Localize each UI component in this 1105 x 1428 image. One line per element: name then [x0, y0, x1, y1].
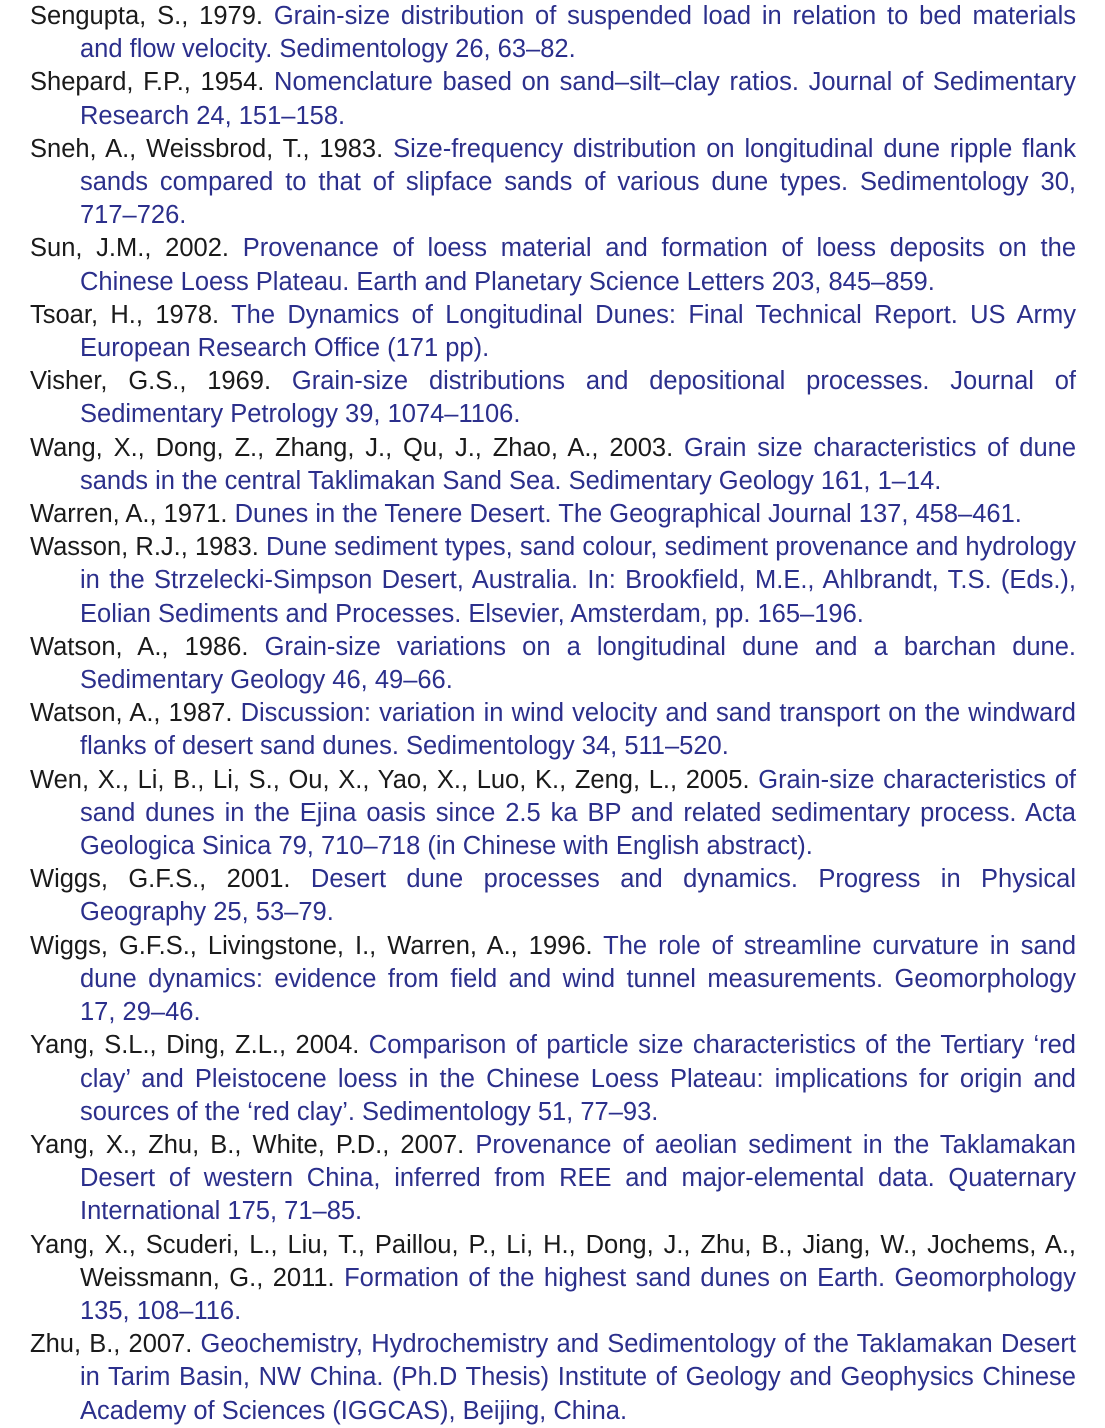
reference-title-link[interactable]: Size-frequency distribution on longitudinal dune ripple flank sands compared to that of slipface sands of various dune types. Sedimentology 30, 717–726.: [80, 134, 1077, 230]
reference-entry: [30, 232, 1076, 298]
reference-authors: Zhu, B., 2007.: [30, 1330, 193, 1359]
reference-entry: [30, 697, 1076, 763]
reference-authors: Wasson, R.J., 1983.: [30, 533, 259, 562]
reference-entry: [30, 631, 1076, 697]
reference-title-link[interactable]: Grain-size distributions and depositional processes. Journal of Sedimentary Petrology 39, 1074–1106.: [80, 367, 1077, 429]
reference-entry: [30, 1029, 1076, 1129]
reference-entry: [30, 66, 1076, 132]
reference-title-link[interactable]: The Dynamics of Longitudinal Dunes: Final Technical Report. US Army European Research Office (171 pp).: [80, 300, 1076, 363]
reference-title-link[interactable]: Discussion: variation in wind velocity and sand transport on the windward flanks of desert sand dunes. Sedimentology 34, 511–520.: [80, 699, 1076, 761]
reference-authors: Sneh, A., Weissbrod, T., 1983.: [30, 134, 384, 163]
reference-entry: [30, 365, 1076, 431]
reference-entry: [30, 299, 1076, 365]
reference-entry: [30, 531, 1076, 631]
reference-authors: Yang, X., Scuderi, L., Liu, T., Paillou, P., Li, H., Dong, J., Zhu, B., Jiang, W., Jochems, A., Weissmann, G., 2011.: [30, 1230, 1076, 1292]
reference-authors: Wen, X., Li, B., Li, S., Ou, X., Yao, X., Luo, K., Zeng, L., 2005.: [30, 765, 750, 794]
reference-title-link[interactable]: Grain-size variations on a longitudinal dune and a barchan dune. Sedimentary Geology 46, 49–66.: [80, 632, 1077, 695]
reference-entry: [30, 1229, 1076, 1329]
reference-authors: Watson, A., 1987.: [30, 699, 233, 728]
reference-authors: Wiggs, G.F.S., Livingstone, I., Warren, A., 1996.: [30, 931, 593, 960]
reference-entry: [30, 1129, 1076, 1229]
reference-entry: [30, 930, 1076, 1030]
reference-authors: Wiggs, G.F.S., 2001.: [30, 865, 291, 894]
reference-entry: [30, 0, 1076, 66]
reference-title-link[interactable]: Geochemistry, Hydrochemistry and Sedimentology of the Taklamakan Desert in Tarim Basin, NW China. (Ph.D Thesis) Institute of Geology and Geophysics Chinese Academy of Sciences (IGGCAS), Beijing, China.: [80, 1330, 1076, 1425]
reference-entry: [30, 764, 1076, 864]
reference-title-link[interactable]: Dune sediment types, sand colour, sediment provenance and hydrology in the Strzelecki-Simpson Desert, Australia. In: Brookfield, M.E., Ahlbrandt, T.S. (Eds.), Eolian Sediments and Processes. Elsevier, Amsterdam, pp. 165–196.: [80, 533, 1076, 628]
reference-authors: Shepard, F.P., 1954.: [30, 68, 265, 97]
reference-authors: Sengupta, S., 1979.: [30, 2, 263, 30]
reference-title-link[interactable]: Grain-size distribution of suspended load in relation to bed materials and flow velocity. Sedimentology 26, 63–82.: [80, 2, 1076, 64]
reference-title-link[interactable]: Provenance of aeolian sediment in the Taklamakan Desert of western China, inferred from REE and major-elemental data. Quaternary International 175, 71–85.: [80, 1130, 1076, 1226]
reference-title-link[interactable]: Dunes in the Tenere Desert. The Geographical Journal 137, 458–461.: [234, 500, 1022, 529]
reference-entry: [30, 498, 1076, 531]
reference-authors: Tsoar, H., 1978.: [30, 300, 220, 329]
reference-title-link[interactable]: Nomenclature based on sand–silt–clay ratios. Journal of Sedimentary Research 24, 151–158.: [80, 68, 1076, 130]
reference-authors: Watson, A., 1986.: [30, 632, 249, 661]
reference-entry: [30, 1328, 1076, 1428]
reference-title-link[interactable]: Grain size characteristics of dune sands in the central Taklimakan Sand Sea. Sedimentary Geology 161, 1–14.: [80, 433, 1077, 495]
reference-list: [30, 0, 1076, 1428]
reference-authors: Yang, X., Zhu, B., White, P.D., 2007.: [30, 1130, 465, 1159]
reference-authors: Yang, S.L., Ding, Z.L., 2004.: [30, 1031, 360, 1060]
reference-authors: Visher, G.S., 1969.: [30, 367, 272, 396]
reference-entry: [30, 133, 1076, 233]
reference-authors: Warren, A., 1971.: [30, 500, 228, 529]
reference-authors: Wang, X., Dong, Z., Zhang, J., Qu, J., Zhao, A., 2003.: [30, 433, 674, 462]
reference-entry: [30, 432, 1076, 498]
reference-title-link[interactable]: Desert dune processes and dynamics. Progress in Physical Geography 25, 53–79.: [80, 865, 1076, 927]
reference-authors: Sun, J.M., 2002.: [30, 234, 229, 263]
reference-entry: [30, 863, 1076, 929]
reference-title-link[interactable]: The role of streamline curvature in sand dune dynamics: evidence from field and wind tunnel measurements. Geomorphology 17, 29–46.: [80, 931, 1077, 1027]
reference-title-link[interactable]: Comparison of particle size characteristics of the Tertiary ‘red clay’ and Pleistocene loess in the Chinese Loess Plateau: implications for origin and sources of the ‘red clay’. Sedimentology 51, 77–93.: [80, 1031, 1076, 1126]
reference-title-link[interactable]: Formation of the highest sand dunes on Earth. Geomorphology 135, 108–116.: [80, 1263, 1076, 1325]
reference-title-link[interactable]: Provenance of loess material and formation of loess deposits on the Chinese Loess Plateau. Earth and Planetary Science Letters 203, 845–859.: [80, 234, 1077, 296]
reference-title-link[interactable]: Grain-size characteristics of sand dunes in the Ejina oasis since 2.5 ka BP and related sedimentary process. Acta Geologica Sinica 79, 710–718 (in Chinese with English abstract).: [80, 765, 1076, 861]
